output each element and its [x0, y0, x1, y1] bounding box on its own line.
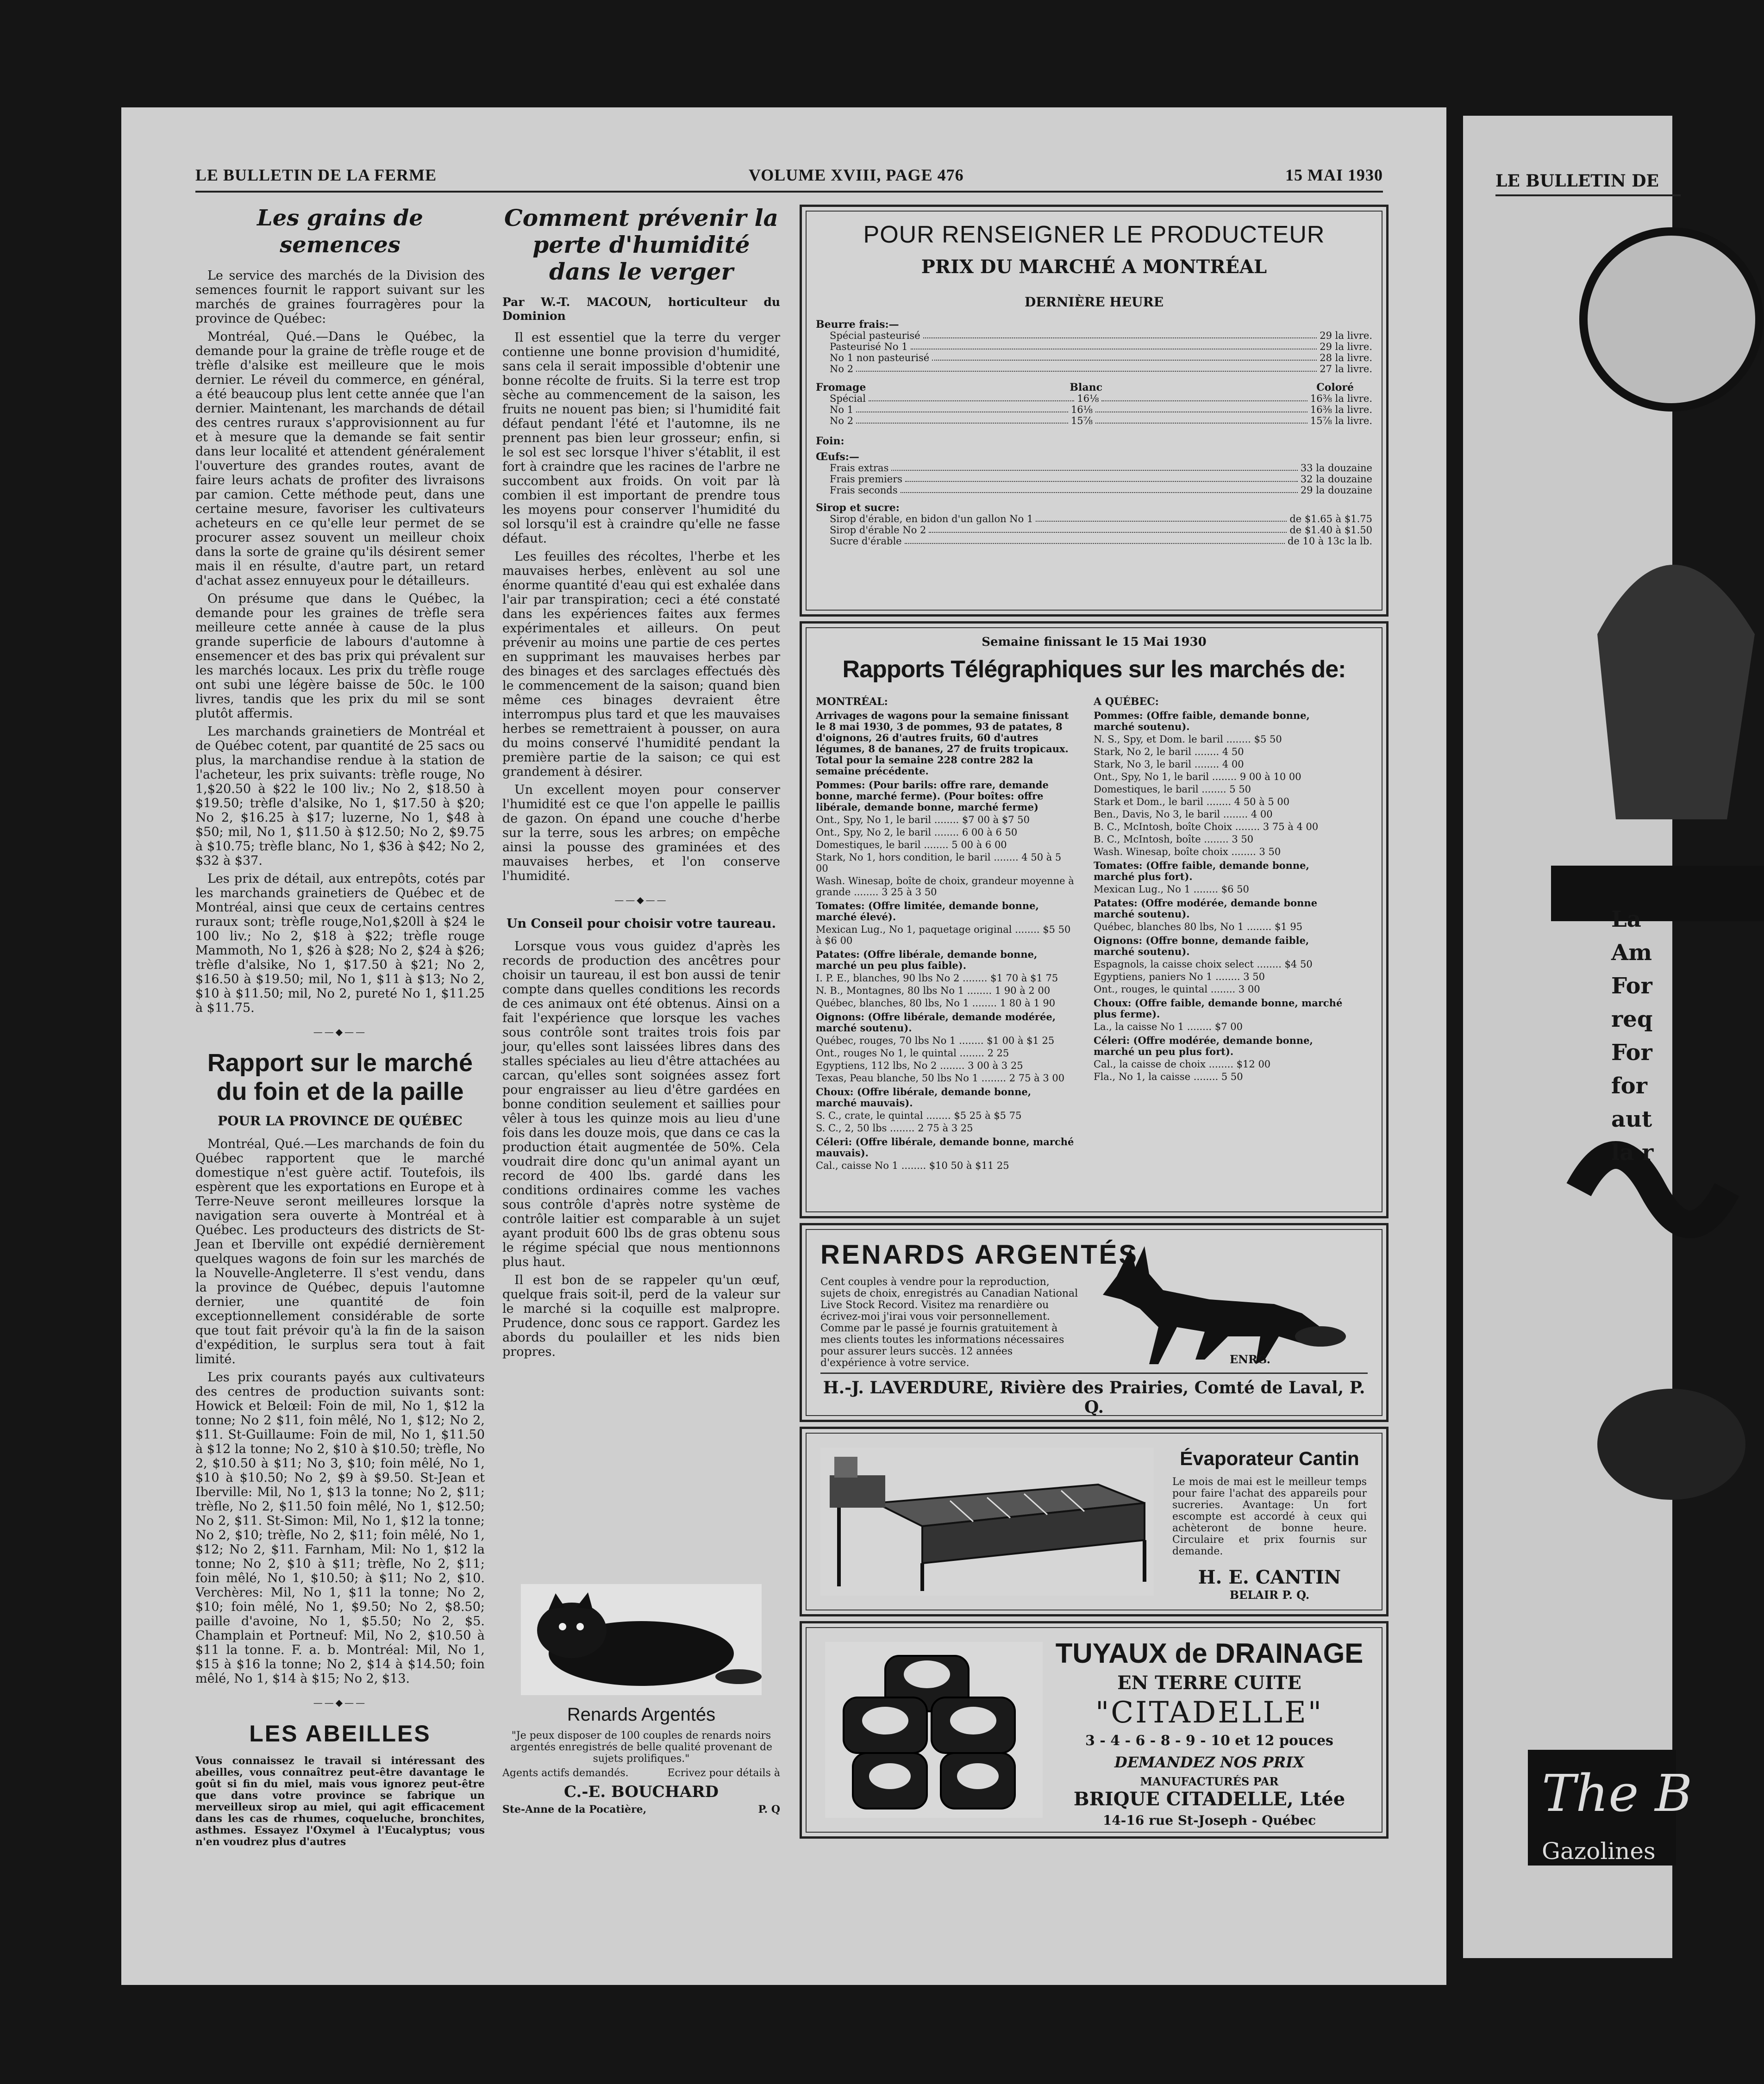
- tuyaux-sizes: 3 - 4 - 6 - 8 - 9 - 10 et 12 pouces: [1085, 1733, 1333, 1749]
- foin-para-1: Montréal, Qué.—Les marchands de foin du Québec rapportent que le marché domestique n'est guère actif. Toutefois, ils espèrent que les exportations en Europe et à Terre-Neuve seront meilleures lorsque la navigation sera ouverte à Montréal et à Québec. Les producteurs des districts de St-Jean et Iberville ont expédié dernièrement quelques wagons de foin sur les marchés de la Nouvelle-Angleterre. Il s'est vendu, dans la province de Québec, depuis l'automne dernier, une quantité de foin exceptionnellement considérable de sorte que tout fait prévoir qu'à la fin de la saison d'expédition, le surplus sera tout à fait limité.: [195, 1137, 485, 1366]
- fromage-list: [816, 393, 1372, 426]
- quebec-line: Céleri: (Offre modérée, demande bonne, marché un peu plus fort).: [1094, 1035, 1313, 1057]
- montreal-line: S. C., 2, 50 lbs ........ 2 75 à 3 25: [816, 1123, 973, 1134]
- adjacent-text-line: For: [1611, 1040, 1652, 1066]
- montreal-line: N. B., Montagnes, 80 lbs No 1 ........ 1 90 à 2 00: [816, 985, 1051, 996]
- tuyaux-title: TUYAUX de DRAINAGE: [1055, 1638, 1364, 1669]
- telegraph-week: Semaine finissant le 15 Mai 1930: [982, 635, 1207, 649]
- masthead-rule: [195, 191, 1383, 193]
- tuyaux-address: 14-16 rue St-Joseph - Québec: [1102, 1813, 1316, 1828]
- bouchard-write: Ecrivez pour détails à: [667, 1767, 780, 1779]
- cantin-place: BELAIR P. Q.: [1229, 1588, 1310, 1602]
- oeufs-row: [816, 462, 1372, 474]
- grains-para-3: On présume que dans le Québec, la demande pour les graines de trèfle sera meilleure cette année à cause de la plus grande superficie de labours d'automne à ensemencer et des bas prix qui prévalent sur les marchés locaux. Les prix du trèfle rouge ont subi une légère baisse de 50c. le 100 livres, tandis que les prix du mil se sont plutôt affermis.: [195, 592, 485, 721]
- grains-para-4: Les marchands grainetiers de Montréal et de Québec cotent, par quantité de 25 sacs ou plus, la marchandise rendue à la station de l'acheteur, les prix suivants: trèfle rouge, No 1,$20.50 à $22 le 100 liv.; No 2, $18.50 à $19.50; trèfle d'alsike, No 1, $17.50 à $20; No 2, $16.25 à $17; luzerne, No 1, $48 à $50; mil, No 1, $11.50 à $12.50; No 2, $9.75 à $10.75; trèfle blanc, No 1, $36 à $42; No 2, $32 à $37.: [195, 724, 485, 868]
- quebec-line: Cal., la caisse de choix ........ $12 00: [1094, 1059, 1271, 1070]
- separator-ornament: ——◆——: [614, 894, 668, 905]
- foin-label: Foin:: [816, 435, 844, 447]
- article-title-grains: Les grains de semences: [257, 205, 423, 258]
- tuyaux-sub: EN TERRE CUITE: [1117, 1672, 1301, 1694]
- telegraph-reports-box: [800, 621, 1389, 1218]
- beurre-price: 29 la livre.: [1320, 330, 1372, 341]
- sirop-item: Sucre d'érable: [830, 536, 902, 547]
- producteur-title: POUR RENSEIGNER LE PRODUCTEUR: [863, 221, 1325, 248]
- foin-para-2: Les prix courants payés aux cultivateurs des centres de production suivants sont: Howick et Belœil: Foin de mil, No 1, $12 la tonne; No 2 $11, foin mêlé, No 1, $12; No 2, $11. St-Guillaume: Foin de mil, No 1, $11.50 à $12 la tonne; No 2, $10 à $10.50; trèfle, No 2, $10.50 à $11; No 3, $10; foin mêlé, No 1, $10 à $10.50; No 2, $9 à $9.50. St-Jean et Iberville: Mil, No 1, $13 la tonne; No 2, $11; trèfle, No 2, $11.50 foin mêlé, No 1, $12.50; No 2, $11. St-Simon: Mil, No 1, $12 la tonne; No 2, $10; trèfle, No 2, $11; foin mêlé, No 1, $12; No 2, $11. Farnham, Mil: No 1, $12 la tonne; No 2, $10 à $11; trèfle, No 2, $11; foin mêlé, No 1, $10.50; à $11; No 2, $10. Verchères: Mil, No 1, $11 la tonne; No 2, $10; foin mêlé, No 1, $9.50; No 2, $8.50; paille d'avoine, No 1, $5.50; No 2, $5. Champlain et Portneuf: Mil, No 2, $10.50 à $11 la tonne. F. a. b. Montréal: Mil, No 1, $15 à $16 la tonne; No 2, $14 à $14.50; foin mêlé, No 1, $14 à $15; No 2, $13.: [195, 1370, 485, 1686]
- montreal-line: S. C., crate, le quintal ........ $5 25 à $5 75: [816, 1110, 1022, 1121]
- quebec-line: Domestiques, le baril ........ 5 50: [1094, 784, 1251, 795]
- oeufs-item: Frais extras: [830, 462, 889, 474]
- quebec-line: B. C., McIntosh, boîte ........ 3 50: [1094, 834, 1254, 845]
- sirop-price: de $1.40 à $1.50: [1289, 524, 1372, 536]
- beurre-price: 28 la livre.: [1320, 352, 1372, 363]
- fromage-blanc: 15⅞: [1070, 415, 1093, 426]
- adjacent-page: [1463, 116, 1693, 1958]
- beurre-item: Pasteurisé No 1: [830, 341, 908, 352]
- montreal-line: Domestiques, le baril ........ 5 00 à 6 00: [816, 839, 1007, 850]
- quebec-line: Choux: (Offre faible, demande bonne, marché plus ferme).: [1094, 997, 1343, 1020]
- laverdure-fox-ad: [800, 1223, 1389, 1422]
- separator-ornament: ——◆——: [313, 1697, 367, 1708]
- beurre-row: [816, 330, 1372, 341]
- quebec-line: Espagnols, la caisse choix select ........ $4 50: [1094, 959, 1313, 970]
- oeufs-price: 29 la douzaine: [1300, 485, 1372, 496]
- article-subtitle-foin: POUR LA PROVINCE DE QUÉBEC: [218, 1113, 463, 1129]
- adjacent-text-lines: [1611, 903, 1653, 1169]
- grains-para-2: Montréal, Qué.—Dans le Québec, la demande pour la graine de trèfle rouge et de trèfle d'alsike est meilleure que le mois dernier. Le réveil du commerce, en général, a été beaucoup plus lent cette année que l'an dernier. Maintenant, les marchands de détail des centres ruraux s'approvisionnent au fur et à mesure que la demande se fait sentir dans leur localité et attendent généralement l'ouverture des grandes routes, avant de faire leurs achats de profiter des livraisons par camion. Cette méthode peut, dans une certaine mesure, favoriser les cultivateurs acheteurs en ce qu'elle leur permet de se procurer assez souvent un meilleur choix dans la sorte de graine qu'ils désirent semer mais il en résulte, d'autre part, un retard d'achat assez ennuyeux pour le détailleurs.: [195, 330, 485, 588]
- sirop-row: [816, 513, 1372, 524]
- adjacent-text-line: For: [1611, 973, 1652, 999]
- fox-silhouette-icon: [1089, 1239, 1348, 1373]
- blanc-label: Blanc: [1070, 381, 1103, 393]
- laverdure-footer: H.-J. LAVERDURE, Rivière des Prairies, Comté de Laval, P. Q.: [823, 1378, 1365, 1417]
- adjacent-footer: Gazolines: [1542, 1838, 1656, 1865]
- quebec-list: [1094, 710, 1353, 1082]
- oeufs-label: Œufs:—: [816, 451, 859, 463]
- masthead-title: LE BULLETIN DE LA FERME: [195, 166, 437, 184]
- producteur-subtitle: PRIX DU MARCHÉ A MONTRÉAL: [921, 256, 1267, 278]
- fromage-blanc: 16⅛: [1077, 393, 1099, 404]
- beurre-price: 27 la livre.: [1320, 363, 1372, 374]
- oeufs-row: [816, 474, 1372, 485]
- quebec-line: Québec, blanches 80 lbs, No 1 ........ $1 95: [1094, 921, 1303, 932]
- adjacent-ad-graphics: [1579, 218, 1764, 1606]
- adjacent-text-line: Am: [1611, 940, 1652, 966]
- quebec-line: Ont., Spy, No 1, le baril ........ 9 00 à 10 00: [1094, 771, 1301, 782]
- montreal-line: Mexican Lug., No 1, paquetage original ........ $5 50 à $6 00: [816, 924, 1071, 946]
- adjacent-script-title: The B: [1542, 1764, 1693, 1823]
- article-title-taureau: Un Conseil pour choisir votre taureau.: [506, 917, 776, 931]
- sirop-item: Sirop d'érable No 2: [830, 524, 926, 536]
- clay-pipes-illustration: [825, 1642, 1043, 1818]
- quebec-line: Patates: (Offre modérée, demande bonne marché soutenu).: [1094, 897, 1318, 920]
- oeufs-row: [816, 485, 1372, 496]
- montreal-line: Texas, Peau blanche, 50 lbs No 1 ........ 2 75 à 3 00: [816, 1073, 1065, 1084]
- fromage-colore: 15⅞ la livre.: [1310, 415, 1372, 426]
- bouchard-name: C.-E. BOUCHARD: [564, 1783, 719, 1801]
- bouchard-text: "Je peux disposer de 100 couples de renards noirs argentés enregistrés de belle qualité provenant de sujets prolifiques.": [510, 1730, 773, 1765]
- quebec-line: Stark et Dom., le baril ........ 4 50 à 5 00: [1094, 796, 1290, 807]
- quebec-line: Mexican Lug., No 1 ........ $6 50: [1094, 884, 1249, 895]
- masthead-date: 15 MAI 1930: [1285, 166, 1383, 184]
- bouchard-province: P. Q: [758, 1803, 780, 1816]
- beurre-price: 29 la livre.: [1320, 341, 1372, 352]
- colore-label: Coloré: [1316, 381, 1354, 393]
- fox-illustration: [521, 1584, 762, 1695]
- bouchard-address: Ste-Anne de la Pocatière,: [502, 1803, 647, 1816]
- fromage-item: Spécial: [830, 393, 866, 404]
- quebec-line: Stark, No 2, le baril ........ 4 50: [1094, 746, 1244, 757]
- grains-para-5: Les prix de détail, aux entrepôts, cotés par les marchands grainetiers de Québec et de Montréal, ainsi que ceux de certains centres ruraux sont; trèfle rouge,No1,$20ll à $24 le 100 liv.; No 2, $18 à $22; trèfle rouge Mammoth, No 1, $26 à $28; No 2, $24 à $26; trèfle d'alsike, No 1, $17.50 à $21; No 2, $16.50 à $19.50; mil, No 1, $11 à $13; No 2, $10 à $11.50; mil, No 2, pureté No 1, $11.25 à $11.75.: [195, 872, 485, 1015]
- adjacent-text-line: aut: [1611, 1106, 1652, 1132]
- tuyaux-cta: DEMANDEZ NOS PRIX: [1114, 1753, 1305, 1771]
- sirop-list: [816, 513, 1372, 547]
- quebec-line: Egyptiens, paniers No 1 ........ 3 50: [1094, 971, 1265, 982]
- verger-para-3: Un excellent moyen pour conserver l'humidité est ce que l'on appelle le paillis de gazon. On épand une couche d'herbe sur la terre, sous les arbres; on empêche ainsi la pousse des graminées et des mauvaises herbes, et l'on conserve l'humidité.: [502, 783, 780, 883]
- beurre-label: Beurre frais:—: [816, 318, 899, 331]
- quebec-line: Stark, No 3, le baril ........ 4 00: [1094, 759, 1244, 770]
- montreal-line: Céleri: (Offre libérale, demande bonne, marché mauvais).: [816, 1136, 1074, 1159]
- montreal-line: Wash. Winesap, boîte de choix, grandeur moyenne à grande ........ 3 25 à 3 50: [816, 875, 1074, 898]
- cantin-evaporator-ad: [800, 1427, 1389, 1616]
- sirop-row: [816, 524, 1372, 536]
- beurre-item: No 1 non pasteurisé: [830, 352, 930, 363]
- adjacent-text-line: req: [1611, 1006, 1653, 1032]
- cantin-text: Le mois de mai est le meilleur temps pour faire l'achat des appareils pour sucreries. Avantage: Un fort escompte est accordé à ceux qui achèteront de bonne heure. Circulaire et prix fournis sur demande.: [1172, 1476, 1367, 1557]
- column-1: [195, 205, 485, 1848]
- montreal-line: Cal., caisse No 1 ........ $10 50 à $11 25: [816, 1160, 1009, 1171]
- sirop-row: [816, 536, 1372, 547]
- fromage-blanc: 16⅛: [1070, 404, 1093, 415]
- oeufs-price: 33 la douzaine: [1300, 462, 1372, 474]
- verger-byline: Par W.-T. MACOUN, horticulteur du Dominion: [502, 295, 780, 323]
- montreal-line: Choux: (Offre libérale, demande bonne, marché mauvais).: [816, 1086, 1032, 1109]
- adjacent-text-line: La: [1611, 906, 1641, 932]
- verger-para-2: Les feuilles des récoltes, l'herbe et les mauvaises herbes, enlèvent au sol une énorme quantité d'eau qui est exhalée dans l'air par transpiration; ceci a été constaté dans les expériences faites aux fermes expérimentales et ailleurs. On peut prévenir au moins une partie de ces pertes en supprimant les mauvaises herbes par des binages et des sarclages effectués dès le commencement de la saison; quand bien même ces binages devraient être interrompus plus tard et que les mauvaises herbes se remettraient à pousser, on aura du moins conservé l'humidité pendant la première partie de la saison; ce qui est grandement à désirer.: [502, 549, 780, 779]
- montreal-line: Pommes: (Pour barils: offre rare, demande bonne, marché ferme). (Pour boîtes: offre libérale, demande bonne, marché ferme): [816, 779, 1049, 813]
- quebec-line: Wash. Winesap, boîte choix ........ 3 50: [1094, 846, 1281, 857]
- montreal-line: Ont., Spy, No 2, le baril ........ 6 00 à 6 50: [816, 827, 1018, 838]
- evaporator-illustration: [820, 1448, 1154, 1596]
- fromage-row: [816, 393, 1372, 404]
- adjacent-text-line: for: [1611, 1073, 1647, 1099]
- oeufs-item: Frais premiers: [830, 474, 903, 485]
- montreal-line: I. P. E., blanches, 90 lbs No 2 ........ $1 70 à $1 75: [816, 973, 1058, 984]
- sirop-price: de 10 à 13c la lb.: [1287, 536, 1372, 547]
- newspaper-page: [121, 107, 1446, 1985]
- beurre-list: [816, 330, 1372, 374]
- column-2: [502, 205, 780, 1363]
- quebec-line: Ben., Davis, No 3, le baril ........ 4 00: [1094, 809, 1273, 820]
- fromage-colore: 16⅜ la livre.: [1310, 393, 1373, 404]
- article-title-abeilles: LES ABEILLES: [249, 1721, 431, 1747]
- oeufs-item: Frais seconds: [830, 485, 898, 496]
- fromage-item: No 2: [830, 415, 854, 426]
- montreal-line: Arrivages de wagons pour la semaine finissant le 8 mai 1930, 3 de pommes, 93 de patates, 8 d'oignons, 26 d'autres fruits, 60 d'autres légumes, 8 de bananes, 27 de fruits tropicaux. Total pour la semaine 228 contre 282 la semaine précédente.: [816, 710, 1069, 777]
- laverdure-title: RENARDS ARGENTÉS: [820, 1240, 1139, 1270]
- separator-ornament: ——◆——: [313, 1026, 367, 1037]
- montreal-line: Patates: (Offre libérale, demande bonne, marché un peu plus faible).: [816, 948, 1038, 971]
- sirop-item: Sirop d'érable, en bidon d'un gallon No 1: [830, 513, 1033, 524]
- montreal-line: Ont., rouges No 1, le quintal ........ 2 25: [816, 1048, 1009, 1059]
- bouchard-fox-ad: [502, 1584, 780, 1834]
- fromage-row: [816, 404, 1372, 415]
- quebec-line: Ont., rouges, le quintal ........ 3 00: [1094, 984, 1260, 995]
- oeufs-list: [816, 462, 1372, 496]
- montreal-line: Québec, rouges, 70 lbs No 1 ........ $1 00 à $1 25: [816, 1035, 1055, 1046]
- market-prices-box: [800, 205, 1389, 617]
- masthead-volume: VOLUME XVIII, PAGE 476: [749, 166, 964, 184]
- cantin-title: Évaporateur Cantin: [1180, 1448, 1359, 1469]
- fromage-row: [816, 415, 1372, 426]
- montreal-line: Stark, No 1, hors condition, le baril ........ 4 50 à 5 00: [816, 852, 1062, 874]
- article-title-foin: Rapport sur le marché du foin et de la paille: [207, 1049, 473, 1105]
- beurre-item: Spécial pasteurisé: [830, 330, 920, 341]
- quebec-line: Pommes: (Offre faible, demande bonne, marché soutenu).: [1094, 710, 1310, 732]
- beurre-row: [816, 341, 1372, 352]
- adjacent-text-line: la r: [1611, 1140, 1654, 1166]
- taureau-para-2: Il est bon de se rappeler qu'un œuf, quelque frais soit-il, perd de la valeur sur le marché si la coquille est malpropre. Prudence, donc sous ce rapport. Gardez les abords du poulailler et les nids bien propres.: [502, 1273, 780, 1359]
- quebec-line: N. S., Spy, et Dom. le baril ........ $5 50: [1094, 734, 1282, 745]
- beurre-row: [816, 352, 1372, 363]
- quebec-label: A QUÉBEC:: [1094, 696, 1159, 708]
- quebec-line: Tomates: (Offre faible, demande bonne, marché plus fort).: [1094, 860, 1309, 882]
- oeufs-price: 32 la douzaine: [1300, 474, 1372, 485]
- laverdure-text: Cent couples à vendre pour la reproduction, sujets de choix, enregistrés au Canadian National Live Stock Record. Visitez ma renardière ou écrivez-moi j'irai vous voir personnellement. Comme par le passé je fournis gratuitement à mes clients toutes les informations nécessaires pour assurer leurs succès. 12 années d'expérience à votre service.: [820, 1276, 1078, 1369]
- bouchard-agents: Agents actifs demandés.: [502, 1767, 629, 1779]
- tuyaux-brand: "CITADELLE": [1095, 1696, 1324, 1730]
- fromage-colore: 16⅜ la livre.: [1310, 404, 1372, 415]
- montreal-line: Québec, blanches, 80 lbs, No 1 ........ 1 80 à 1 90: [816, 998, 1056, 1009]
- masthead: [195, 165, 1383, 188]
- cantin-name: H. E. CANTIN: [1198, 1566, 1341, 1588]
- montreal-line: Tomates: (Offre limitée, demande bonne, marché élevé).: [816, 900, 1039, 923]
- montreal-line: Ont., Spy, No 1, le baril ........ $7 00 à $7 50: [816, 814, 1030, 825]
- laverdure-enrg: ENRG.: [1229, 1353, 1270, 1366]
- montreal-line: Egyptiens, 112 lbs, No 2 ........ 3 00 à 3 25: [816, 1060, 1023, 1071]
- quebec-line: Oignons: (Offre bonne, demande faible, marché soutenu).: [1094, 935, 1309, 957]
- taureau-para-1: Lorsque vous vous guidez d'après les records de production des ancêtres pour choisir un taureau, il est bon aussi de tenir compte dans quelles conditions les records de ces animaux ont été obtenus. Ainsi on a fait l'expérience que lorsque les vaches sous contrôle sont traites trois fois par jour, qu'elles sont laissées libres dans des stalles spéciales au lieu d'être attachées au carcan, qu'elles sont soignées assez fort pour engraisser au lieu d'être gardées en bonne condition seulement et saillies pour vêler à tous les quinze mois au lieu d'une fois dans les douze mois, que dans ce cas la production était augmentée de 50%. Cela voudrait dire donc qu'un animal ayant un record de 400 lbs. gardé dans les conditions ordinaires comme les vaches sous contrôle d'après notre système de contrôle laitier est comparable à un sujet ayant produit 600 lbs de gras obtenu sous le régime spécial que nous mentionnons plus haut.: [502, 939, 780, 1269]
- telegraph-title: Rapports Télégraphiques sur les marchés de:: [842, 656, 1346, 683]
- adjacent-masthead: LE BULLETIN DE: [1495, 171, 1659, 191]
- producteur-heure: DERNIÈRE HEURE: [1024, 294, 1164, 310]
- sirop-price: de $1.65 à $1.75: [1289, 513, 1372, 524]
- quebec-line: B. C., McIntosh, boîte Choix ........ 3 75 à 4 00: [1094, 821, 1319, 832]
- bouchard-title: Renards Argentés: [567, 1704, 716, 1725]
- tuyaux-maker: BRIQUE CITADELLE, Ltée: [1073, 1788, 1345, 1810]
- montreal-list: [816, 710, 1075, 1171]
- verger-para-1: Il est essentiel que la terre du verger contienne une bonne provision d'humidité, sans cela il serait impossible d'obtenir une bonne récolte de fruits. Si la terre est trop sèche au commencement de la saison, les fruits ne nouent pas bien; si l'humidité fait défaut pendant l'été et l'automne, ils ne prennent pas bien leur grosseur; enfin, si le sol est sec lorsque l'hiver s'établit, il est fort à craindre que les racines de l'arbre ne succombent aux froids. On voit par là combien il est important de prendre tous les moyens pour conserver l'humidité du sol lorsqu'il est à craindre qu'elle ne fasse défaut.: [502, 331, 780, 546]
- drainage-pipes-ad: [800, 1621, 1389, 1839]
- tuyaux-maker-label: MANUFACTURÉS PAR: [1140, 1775, 1279, 1788]
- grains-para-1: Le service des marchés de la Division des semences fournit le rapport suivant sur les marchés de graines fourragères pour la province de Québec:: [195, 268, 485, 326]
- quebec-line: Fla., No 1, la caisse ........ 5 50: [1094, 1071, 1243, 1082]
- fromage-item: No 1: [830, 404, 854, 415]
- quebec-line: La., la caisse No 1 ........ $7 00: [1094, 1021, 1243, 1032]
- fromage-label: Fromage: [816, 381, 866, 393]
- montreal-label: MONTRÉAL:: [816, 696, 888, 708]
- article-title-verger: Comment prévenir la perte d'humidité dans le verger: [504, 204, 779, 285]
- montreal-line: Oignons: (Offre libérale, demande modérée, marché soutenu).: [816, 1011, 1056, 1034]
- beurre-item: No 2: [830, 363, 854, 374]
- sirop-label: Sirop et sucre:: [816, 502, 900, 514]
- beurre-row: [816, 363, 1372, 374]
- abeilles-text: Vous connaissez le travail si intéressant des abeilles, vous connaîtrez peut-être davantage le goût si fin du miel, mais vous ignorez peut-être que dans votre province se fabrique un merveilleux sirop au miel, qui agit efficacement dans les cas de rhumes, coqueluche, bronchites, asthmes. Essayez l'Oxymel à l'Eucalyptus; vous n'en voudrez plus d'autres: [195, 1755, 485, 1848]
